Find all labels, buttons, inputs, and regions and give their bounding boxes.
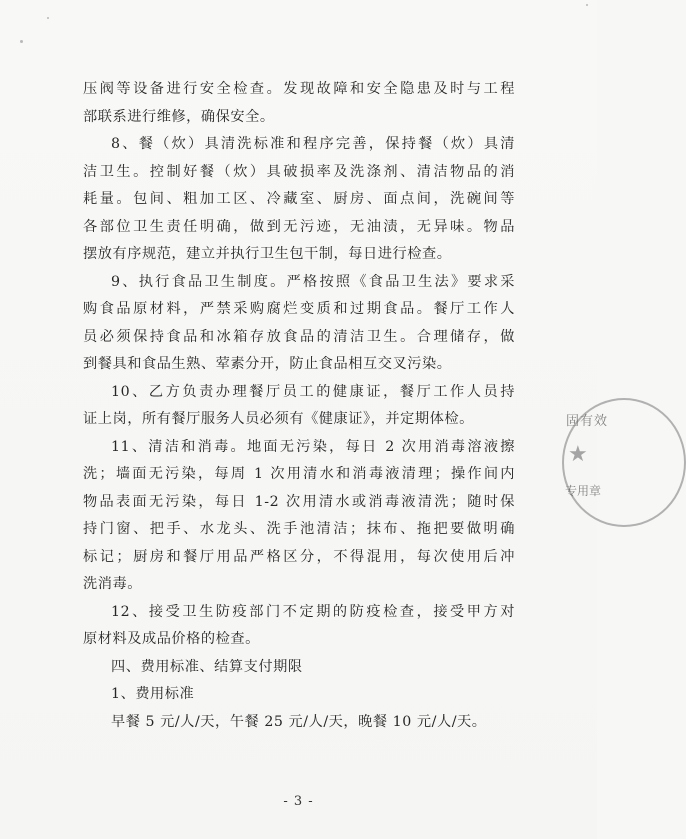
text-line: 摆放有序规范，建立并执行卫生包干制，每日进行检查。 — [83, 246, 452, 262]
text-line: 11、清洁和消毒。地面无污染，每日 2 次用消毒溶液擦 — [111, 438, 515, 455]
text-line: 早餐 5 元/人/天，午餐 25 元/人/天，晚餐 10 元/人/天。 — [111, 713, 487, 730]
text-line: 10、乙方负责办理餐厅员工的健康证，餐厅工作人员持 — [111, 383, 515, 400]
text-line: 9、执行食品卫生制度。严格按照《食品卫生法》要求采 — [111, 273, 515, 290]
section-heading: 四、费用标准、结算支付期限 — [111, 658, 303, 675]
text-line: 洗消毒。 — [83, 576, 142, 592]
text-line: 各部位卫生责任明确，做到无污迹，无油渍，无异味。物品 — [83, 218, 515, 235]
star-icon: ★ — [568, 442, 588, 467]
scan-speck — [20, 40, 23, 43]
text-line: 物品表面无污染，每日 1-2 次用清水或消毒液清洗；随时保 — [83, 493, 515, 510]
text-line: 证上岗，所有餐厅服务人员必须有《健康证》，并定期体检。 — [83, 411, 474, 427]
text-line: 洁卫生。控制好餐（炊）具破损率及洗涤剂、清洁物品的消 — [83, 163, 515, 180]
text-line: 到餐具和食品生熟、荤素分开，防止食品相互交叉污染。 — [83, 356, 452, 372]
text-line: 标记；厨房和餐厅用品严格区分，不得混用，每次使用后冲 — [83, 548, 515, 565]
seal-text-top: 固有效 — [566, 414, 609, 429]
scan-speck — [47, 17, 49, 19]
text-line: 原材料及成品价格的检查。 — [83, 631, 260, 647]
text-line: 8、餐（炊）具清洗标准和程序完善，保持餐（炊）具清 — [111, 136, 515, 152]
text-line: 12、接受卫生防疫部门不定期的防疫检查，接受甲方对 — [111, 603, 515, 620]
scan-speck — [586, 4, 588, 6]
text-line: 耗量。包间、粗加工区、冷藏室、厨房、面点间，洗碗间等 — [83, 191, 515, 207]
text-line: 部联系进行维修，确保安全。 — [83, 108, 275, 125]
body-text — [83, 76, 515, 736]
subsection-heading: 1、费用标准 — [111, 686, 195, 702]
text-line: 员必须保持食品和冰箱存放食品的清洁卫生。合理储存，做 — [83, 328, 515, 345]
text-line: 购食品原材料，严禁采购腐烂变质和过期食品。餐厅工作人 — [83, 301, 515, 317]
text-line: 压阀等设备进行安全检查。发现故障和安全隐患及时与工程 — [83, 81, 515, 97]
text-line: 持门窗、把手、水龙头、洗手池清洁；抹布、拖把要做明确 — [83, 521, 515, 537]
page-number: - 3 - — [283, 794, 314, 809]
seal-text-bottom: 专用章 — [565, 484, 602, 498]
text-line: 洗；墙面无污染，每周 1 次用清水和消毒液清理；操作间内 — [83, 466, 515, 482]
official-seal — [562, 398, 609, 528]
